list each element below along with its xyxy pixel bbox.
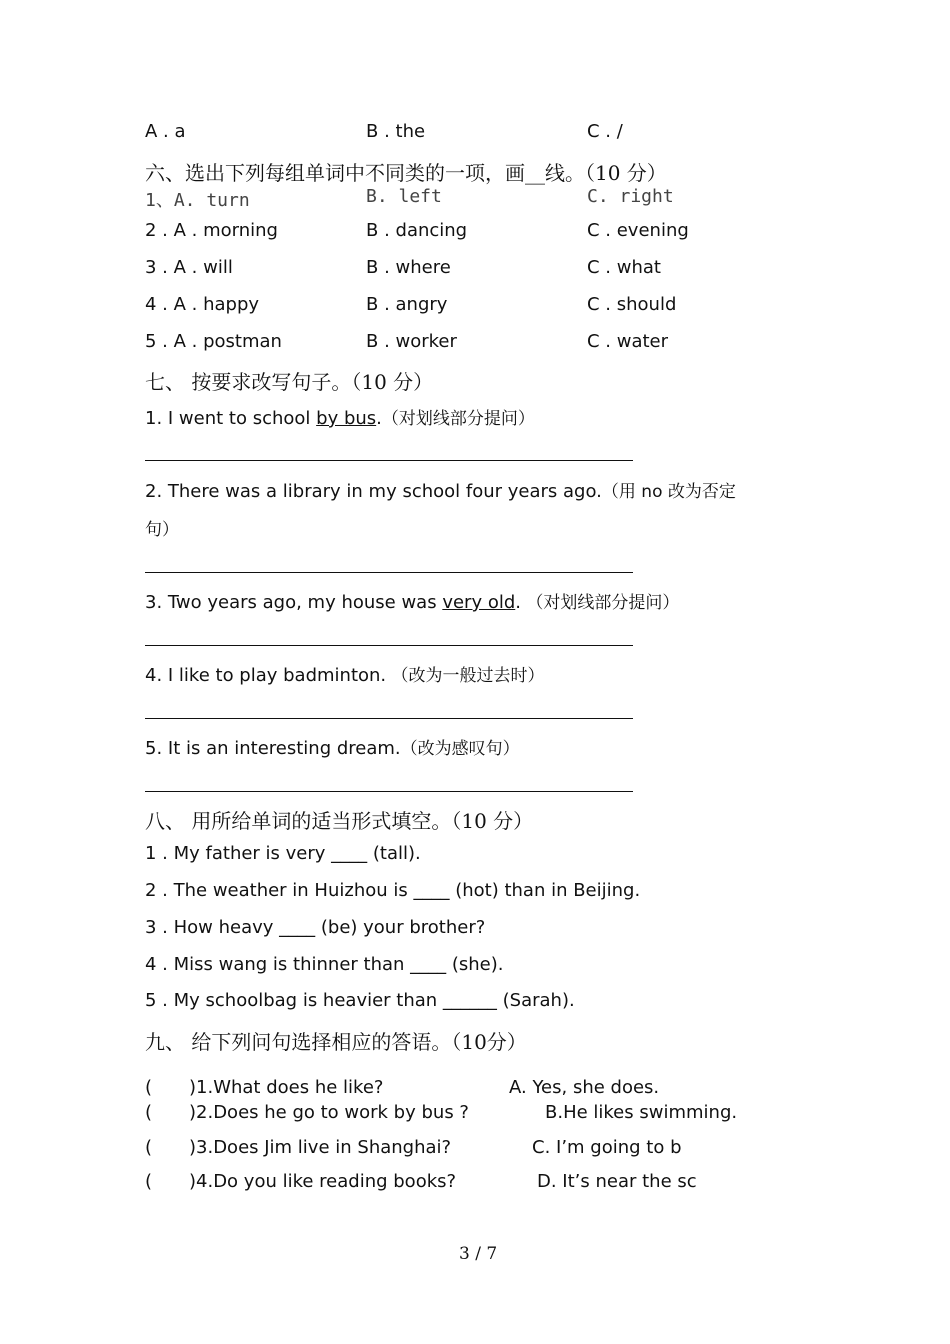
section9-title: 九、 给下列问句选择相应的答语。（10分） [145,1030,527,1054]
q2-text: 2. There was a library in my school four years ago. [145,481,602,502]
section7-q3 [145,588,679,613]
section7-q4 [145,661,545,686]
section8-item-5: 5 . My schoolbag is heavier than ______ (Sarah). [145,990,575,1011]
section6-title-pre: 六、选出下列每组单词中不同类的一项，画 [145,161,525,185]
section9-row1-paren: ( [145,1077,153,1098]
section7-q2 [145,477,736,502]
section9-row4-answer: D. It’s near the sc [537,1171,697,1192]
section6-row4-b: B . angry [366,294,448,315]
q2-note-continued: 句） [145,520,179,540]
section6-row1-c: C. right [587,186,674,207]
section7-q1 [145,404,535,429]
q4-note: （改为一般过去时） [386,666,545,686]
q1-note: （对划线部分提问） [381,409,535,429]
page-number: 3 / 7 [459,1244,498,1264]
section9-row2-answer: B.He likes swimming. [545,1102,738,1123]
section7-q5 [145,734,520,759]
section9-row1-question: )1.What does he like? [189,1077,384,1098]
section6-row3-b: B . where [366,257,451,278]
section9-row2-paren: ( [145,1102,153,1123]
q2-note: （用 no 改为否定 [601,482,736,502]
option-b: B . the [366,121,426,142]
section9-row3-answer: C. I’m going to b [532,1137,682,1158]
section6-row5-b: B . worker [366,331,457,352]
section6-row3-a: 3 . A . will [145,257,233,278]
q1-underlined: by bus [316,408,377,429]
section8-item-3: 3 . How heavy ____ (be) your brother? [145,917,486,938]
section6-row1-b: B. left [366,186,442,207]
section9-row4-paren: ( [145,1171,153,1192]
section6-title-blank: __ [525,161,545,185]
section9-row2-question: )2.Does he go to work by bus ? [189,1102,469,1123]
section7-title: 七、 按要求改写句子。（10 分） [145,370,434,394]
section6-row5-a: 5 . A . postman [145,331,282,352]
q3-text: 3. Two years ago, my house was [145,592,443,613]
answer-line-5 [145,791,633,792]
section8-item-1: 1 . My father is very ____ (tall). [145,843,421,864]
q5-text: 5. It is an interesting dream. [145,738,401,759]
section6-row4-a: 4 . A . happy [145,294,260,315]
q5-note: （改为感叹句） [400,739,520,759]
section6-row2-b: B . dancing [366,220,468,241]
q4-text: 4. I like to play badminton. [145,665,387,686]
option-c: C . / [587,121,623,142]
section8-title: 八、 用所给单词的适当形式填空。（10 分） [145,809,534,833]
section8-item-2: 2 . The weather in Huizhou is ____ (hot) than in Beijing. [145,880,641,901]
section6-title [145,157,667,186]
q1-period: . [376,408,382,429]
q3-period: . [515,592,521,613]
q3-underlined: very old [442,592,516,613]
section6-row5-c: C . water [587,331,669,352]
q3-note: （对划线部分提问） [521,593,680,613]
section9-row4-question: )4.Do you like reading books? [189,1171,457,1192]
answer-line-3 [145,645,633,646]
section6-row4-c: C . should [587,294,677,315]
section6-title-post: 线。（10 分） [545,161,667,185]
section6-row1-a: 1、A. turn [145,190,250,211]
section9-row3-paren: ( [145,1137,153,1158]
section9-row3-question: )3.Does Jim live in Shanghai? [189,1137,452,1158]
section6-row2-a: 2 . A . morning [145,220,278,241]
section9-row1-answer: A. Yes, she does. [509,1077,660,1098]
section8-item-4: 4 . Miss wang is thinner than ____ (she). [145,954,504,975]
section6-row2-c: C . evening [587,220,689,241]
q1-text: 1. I went to school [145,408,317,429]
answer-line-4 [145,718,633,719]
section6-row3-c: C . what [587,257,661,278]
option-a: A . a [145,121,186,142]
answer-line-2 [145,572,633,573]
answer-line-1 [145,460,633,461]
